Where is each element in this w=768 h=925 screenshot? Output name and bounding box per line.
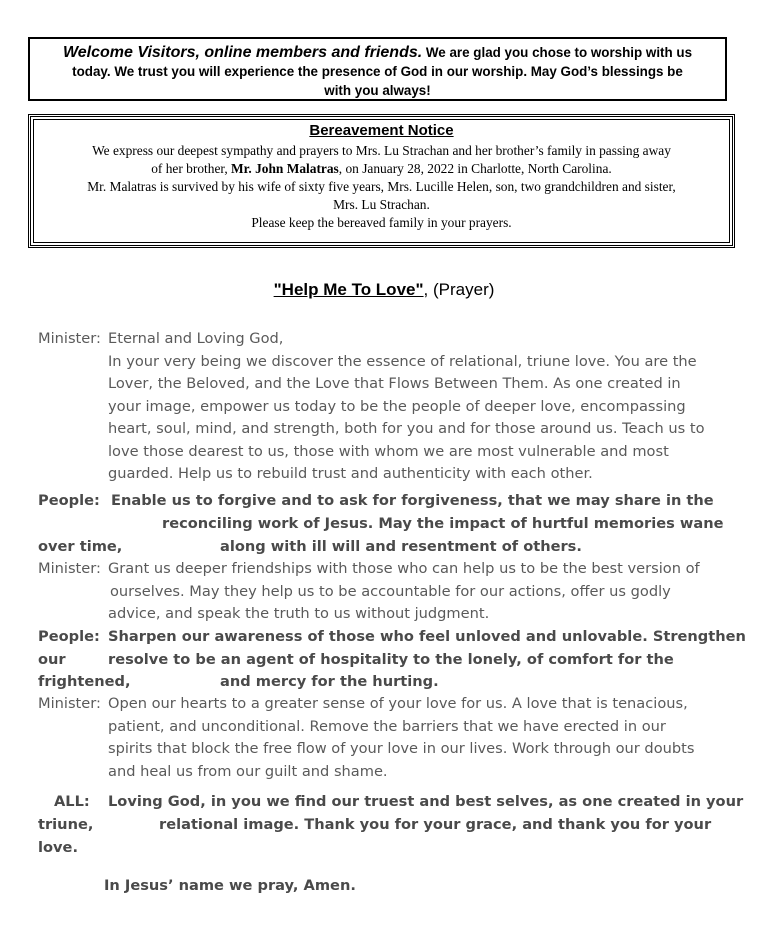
liturgy-text: reconciling work of Jesus. May the impact of hurtful memories wane bbox=[162, 515, 724, 532]
bereavement-content bbox=[33, 119, 730, 243]
bereavement-line-1: We express our deepest sympathy and prayers to Mrs. Lu Strachan and her brother’s family in passing away bbox=[92, 143, 671, 158]
liturgy-text: love those dearest to us, those with whom we are most vulnerable and most bbox=[108, 443, 669, 460]
liturgy-text: In your very being we discover the essence of relational, triune love. You are the bbox=[108, 353, 697, 370]
bereavement-line-5: Please keep the bereaved family in your prayers. bbox=[251, 215, 512, 230]
liturgy-text: ourselves. May they help us to be accountable for our actions, offer us godly bbox=[110, 583, 671, 600]
speaker-minister: Minister: bbox=[38, 560, 101, 577]
welcome-lead: Welcome Visitors, online members and friends. bbox=[62, 44, 423, 61]
liturgy-text: and heal us from our guilt and shame. bbox=[108, 763, 388, 780]
liturgy-text: relational image. Thank you for your grace, and thank you for your bbox=[159, 816, 712, 833]
liturgy-text: triune, bbox=[38, 816, 94, 833]
bereavement-line-3: Mr. Malatras is survived by his wife of sixty five years, Mrs. Lucille Helen, son, two grandchildren and sister, bbox=[87, 179, 676, 194]
liturgy-text: advice, and speak the truth to us without judgment. bbox=[108, 605, 490, 622]
liturgy-text: and mercy for the hurting. bbox=[220, 673, 439, 690]
prayer-title bbox=[0, 280, 768, 300]
welcome-text: We are glad you chose to worship with us bbox=[422, 45, 693, 60]
liturgy-text: spirits that block the free flow of your love in our lives. Work through our doubts bbox=[108, 740, 695, 757]
prayer-subtitle: , (Prayer) bbox=[423, 280, 495, 299]
liturgy-text: over time, bbox=[38, 538, 123, 555]
bereavement-notice bbox=[28, 114, 735, 248]
liturgy-text: Enable us to forgive and to ask for forgiveness, that we may share in the bbox=[111, 492, 714, 509]
bereavement-line-2 bbox=[34, 160, 729, 178]
closing-text: In Jesus’ name we pray, Amen. bbox=[104, 877, 356, 894]
liturgy-text: love. bbox=[38, 839, 78, 856]
liturgy-text: along with ill will and resentment of others. bbox=[220, 538, 582, 555]
welcome-notice bbox=[28, 37, 727, 101]
speaker-all: ALL: bbox=[54, 793, 90, 810]
speaker-minister: Minister: bbox=[38, 330, 101, 347]
speaker-people: People: bbox=[38, 628, 100, 645]
speaker-people: People: bbox=[38, 492, 100, 509]
liturgy-text: your image, empower us today to be the people of deeper love, encompassing bbox=[108, 398, 686, 415]
welcome-line-3: with you always! bbox=[324, 83, 431, 98]
liturgy-text: guarded. Help us to rebuild trust and authenticity with each other. bbox=[108, 465, 593, 482]
welcome-line-2: today. We trust you will experience the presence of God in our worship. May God’s blessings be bbox=[72, 64, 683, 79]
liturgy-text: Grant us deeper friendships with those who can help us to be the best version of bbox=[108, 560, 700, 577]
bereavement-title: Bereavement Notice bbox=[309, 122, 454, 139]
bereavement-line-4: Mrs. Lu Strachan. bbox=[333, 197, 430, 212]
liturgy-text: patient, and unconditional. Remove the barriers that we have erected in our bbox=[108, 718, 666, 735]
liturgy-text: Lover, the Beloved, and the Love that Flows Between Them. As one created in bbox=[108, 375, 681, 392]
speaker-minister: Minister: bbox=[38, 695, 101, 712]
liturgy-text: our bbox=[38, 651, 66, 668]
deceased-name: Mr. John Malatras bbox=[231, 161, 339, 176]
liturgy-text: frightened, bbox=[38, 673, 131, 690]
liturgy-text: Loving God, in you we find our truest and best selves, as one created in your bbox=[108, 793, 744, 810]
welcome-line-1 bbox=[36, 43, 719, 62]
liturgy-text: Open our hearts to a greater sense of your love for us. A love that is tenacious, bbox=[108, 695, 688, 712]
liturgy-text: Sharpen our awareness of those who feel unloved and unlovable. Strengthen bbox=[108, 628, 746, 645]
prayer-title-text: "Help Me To Love" bbox=[273, 280, 424, 299]
liturgy-text: Eternal and Loving God, bbox=[108, 330, 284, 347]
bereavement-line-2b: , on January 28, 2022 in Charlotte, North Carolina. bbox=[338, 161, 612, 176]
liturgy-text: resolve to be an agent of hospitality to the lonely, of comfort for the bbox=[108, 651, 674, 668]
liturgy-text: heart, soul, mind, and strength, both for you and for those around us. Teach us to bbox=[108, 420, 705, 437]
bereavement-line-2a: of her brother, bbox=[151, 161, 232, 176]
